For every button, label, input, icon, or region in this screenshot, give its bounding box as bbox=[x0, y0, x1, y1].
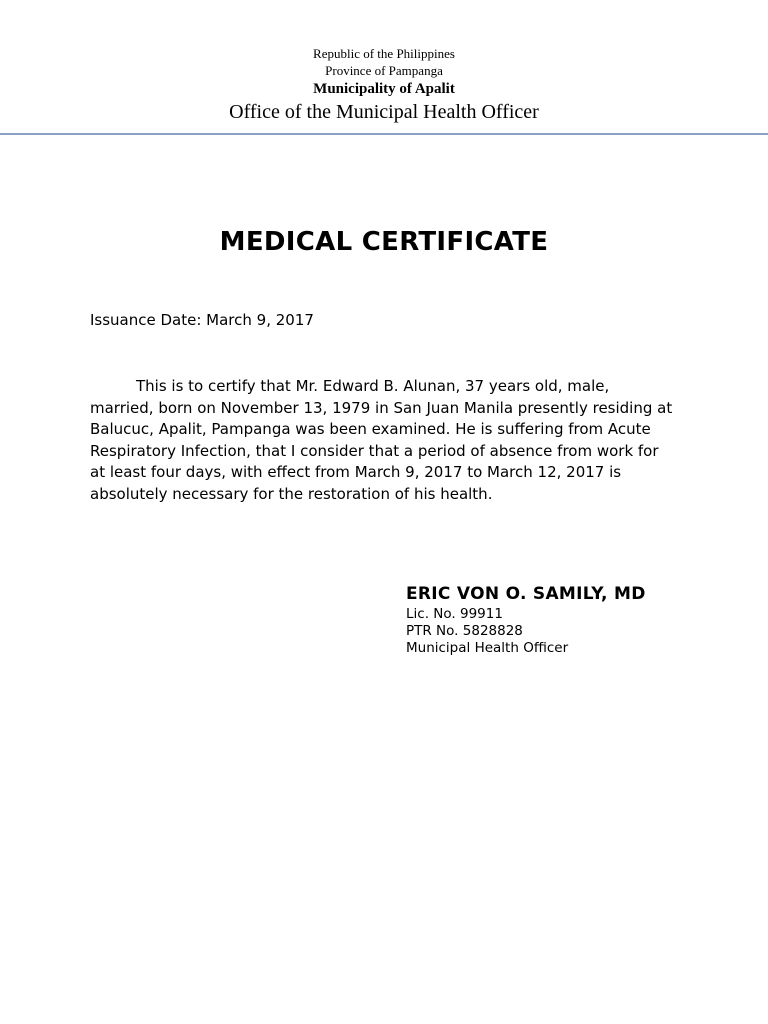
republic-line: Republic of the Philippines bbox=[313, 46, 455, 61]
municipality-line: Municipality of Apalit bbox=[313, 81, 455, 97]
paragraph-line: Balucuc, Apalit, Pampanga was been examined. He is suffering from Acute bbox=[90, 420, 651, 438]
document-title: MEDICAL CERTIFICATE bbox=[219, 227, 549, 257]
paragraph-line: Respiratory Infection, that I consider that a period of absence from work for bbox=[90, 441, 659, 460]
paragraph-line: absolutely necessary for the restoration of his health. bbox=[90, 484, 493, 503]
certification-paragraph bbox=[90, 376, 680, 505]
office-line: Office of the Municipal Health Officer bbox=[229, 101, 539, 123]
ptr-number: PTR No. 5828828 bbox=[406, 623, 523, 639]
physician-name: ERIC VON O. SAMILY, MD bbox=[406, 584, 646, 604]
letterhead bbox=[0, 45, 768, 125]
paragraph-line: This is to certify that Mr. Edward B. Alunan, 37 years old, male, bbox=[136, 377, 610, 395]
paragraph-line: at least four days, with effect from March 9, 2017 to March 12, 2017 is bbox=[90, 463, 622, 481]
physician-position: Municipal Health Officer bbox=[406, 640, 569, 656]
province-line: Province of Pampanga bbox=[325, 63, 443, 78]
issuance-date: Issuance Date: March 9, 2017 bbox=[90, 311, 314, 329]
paragraph-line: married, born on November 13, 1979 in San Juan Manila presently residing at bbox=[90, 398, 673, 417]
signature-block bbox=[406, 582, 646, 657]
header-divider bbox=[0, 133, 768, 135]
license-number: Lic. No. 99911 bbox=[406, 606, 503, 622]
